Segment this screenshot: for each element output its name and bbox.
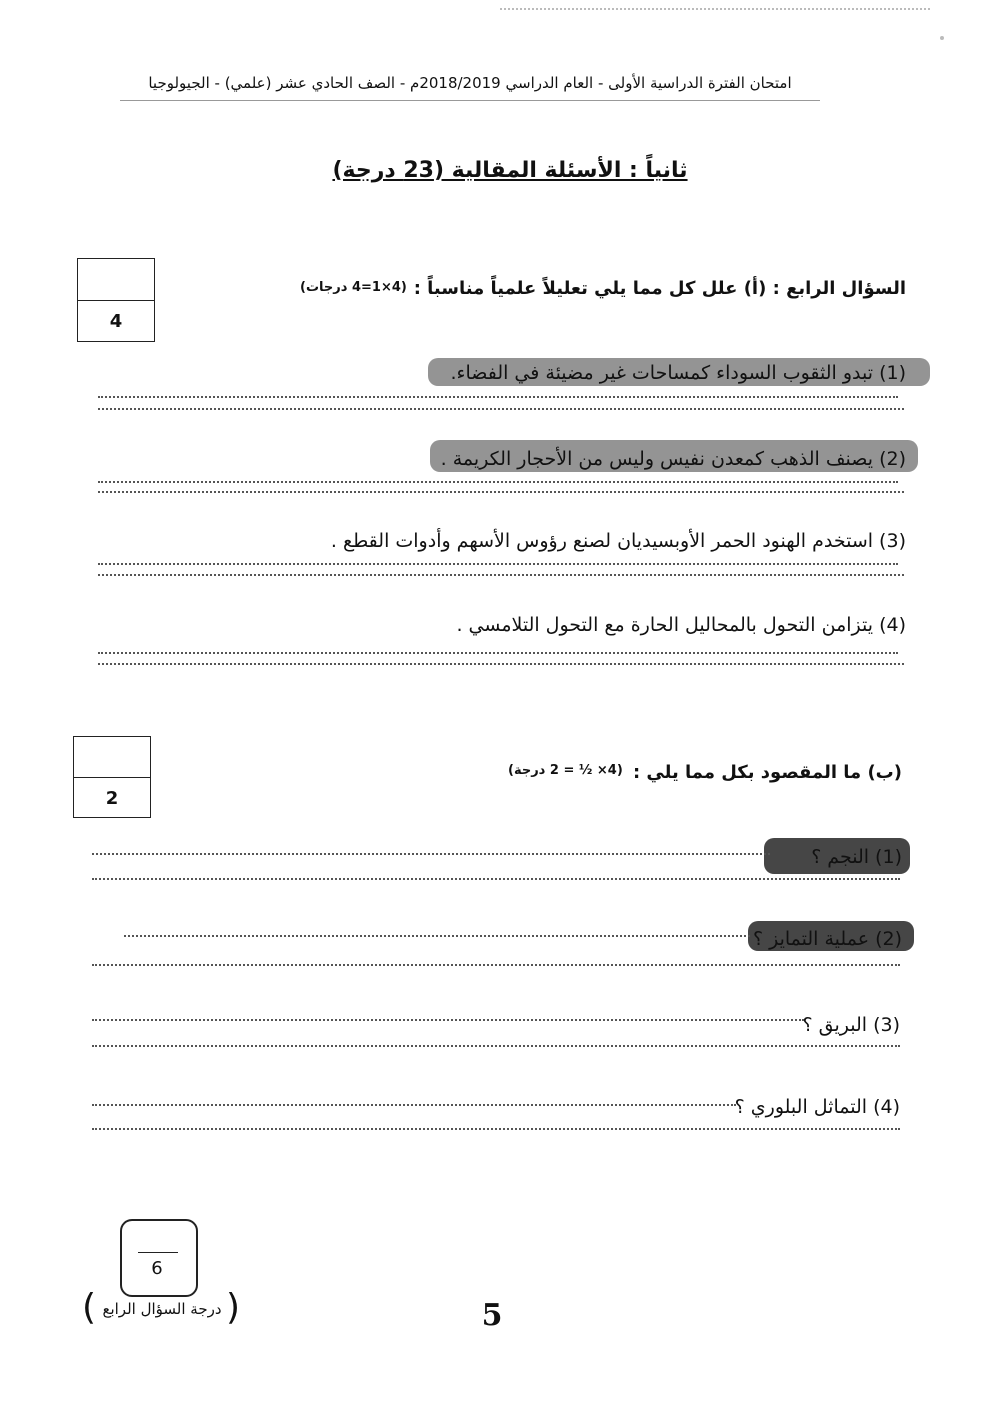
question4-points: (4×1=4 درجات) (300, 280, 407, 295)
answer-line[interactable] (98, 481, 898, 483)
total-max-score: 6 (151, 1258, 163, 1279)
answer-line[interactable] (98, 574, 904, 576)
score-blank (74, 737, 150, 778)
answer-line[interactable] (98, 408, 904, 410)
question4-max-score: 4 (109, 311, 123, 332)
score-blank (78, 259, 154, 301)
question4-item-4: (4) يتزامن التحول بالمحاليل الحارة مع التحول التلامسي . (456, 614, 906, 636)
scan-artifact-dot (940, 36, 944, 40)
answer-line[interactable] (98, 663, 904, 665)
part-b-item-3: (3) البريق ؟ (802, 1014, 900, 1036)
scan-artifact-dots (500, 8, 930, 10)
question4-title: السؤال الرابع : (أ) علل كل مما يلي تعليلاً علمياً مناسباً : (413, 278, 906, 299)
total-score-label: درجة السؤال الرابع (102, 1300, 222, 1318)
part-b-item-1: (1) النجم ؟ (811, 846, 902, 868)
answer-line[interactable] (92, 853, 770, 855)
part-b-max-score: 2 (105, 787, 119, 809)
answer-line[interactable] (98, 491, 904, 493)
answer-line[interactable] (92, 1045, 900, 1047)
total-score-rule (138, 1252, 178, 1253)
part-b-title: (ب) ما المقصود بكل مما يلي : (632, 762, 902, 783)
question4-score-box (77, 258, 155, 342)
part-b-item-4: (4) التماثل البلوري ؟ (734, 1096, 900, 1118)
part-b-item-2: (2) عملية التمايز ؟ (752, 928, 902, 950)
part-b-score-box (73, 736, 151, 818)
answer-line[interactable] (98, 652, 898, 654)
part-b-points: (4× ½ = 2 درجة) (508, 763, 623, 778)
answer-line[interactable] (92, 1019, 804, 1021)
page-number: 5 (481, 1298, 503, 1333)
bracket-left: ( (82, 1287, 97, 1328)
answer-line[interactable] (98, 396, 898, 398)
question4-item-3: (3) استخدم الهنود الحمر الأوبسيديان لصنع رؤوس الأسهم وأدوات القطع . (330, 530, 906, 552)
header-divider (120, 100, 820, 101)
answer-line[interactable] (98, 563, 898, 565)
answer-line[interactable] (92, 878, 900, 880)
section-title: ثانياً : الأسئلة المقالية (23 درجة) (332, 158, 688, 183)
answer-line[interactable] (92, 964, 900, 966)
answer-line[interactable] (124, 935, 750, 937)
answer-line[interactable] (92, 1104, 736, 1106)
question4-item-1: (1) تبدو الثقوب السوداء كمساحات غير مضيئة في الفضاء. (450, 362, 906, 384)
question4-item-2: (2) يصنف الذهب كمعدن نفيس وليس من الأحجار الكريمة . (440, 448, 906, 470)
answer-line[interactable] (92, 1128, 900, 1130)
exam-header: امتحان الفترة الدراسية الأولى - العام الدراسي 2018/2019م - الصف الحادي عشر (علمي) - الجيولوجيا (148, 74, 792, 92)
bracket-right: ) (226, 1287, 241, 1328)
